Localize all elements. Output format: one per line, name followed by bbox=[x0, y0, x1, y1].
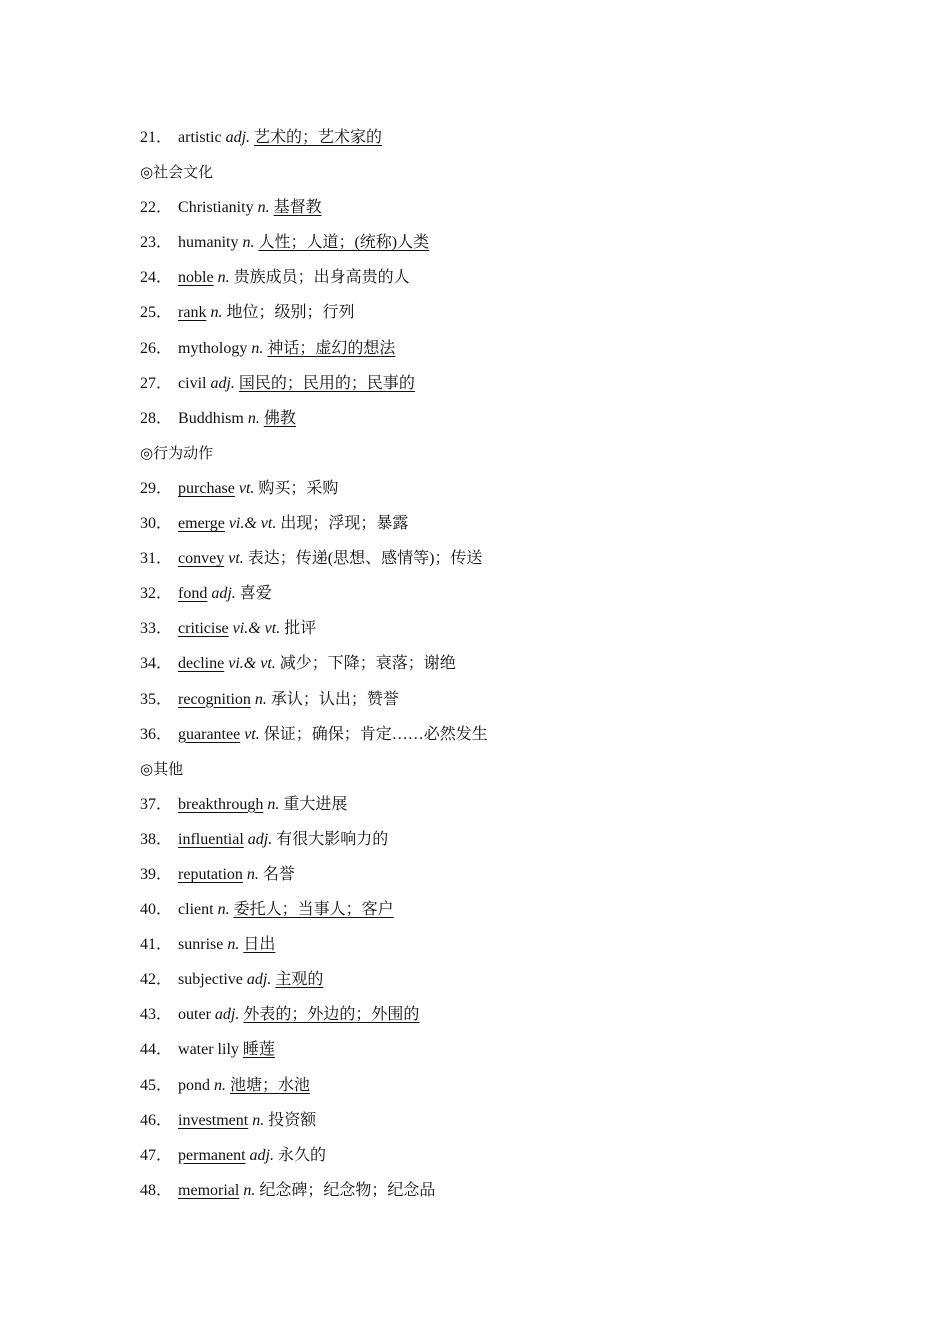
entry-definition: 委托人；当事人；客户 bbox=[233, 901, 394, 919]
entry-word: permanent bbox=[178, 1146, 246, 1164]
entry-part-of-speech: n. bbox=[227, 936, 240, 954]
entry-definition: 名誉 bbox=[262, 865, 295, 883]
vocab-entry bbox=[140, 927, 860, 962]
entry-definition: 纪念碑；纪念物；纪念品 bbox=[259, 1181, 436, 1199]
entry-number: 44． bbox=[140, 1041, 173, 1059]
section-heading: ◎行为动作 bbox=[140, 443, 214, 462]
entry-word: client bbox=[178, 901, 214, 919]
entry-word: criticise bbox=[178, 620, 229, 638]
entry-word: Buddhism bbox=[178, 409, 244, 427]
vocab-entry bbox=[140, 1138, 860, 1173]
entry-number: 36． bbox=[140, 725, 173, 743]
entry-part-of-speech: adj. bbox=[225, 129, 251, 146]
entry-part-of-speech: vi.& vt. bbox=[228, 515, 277, 533]
entry-number: 45． bbox=[140, 1076, 173, 1094]
entry-word: artistic bbox=[178, 129, 222, 146]
entry-word: breakthrough bbox=[178, 795, 264, 813]
entry-definition: 减少；下降；衰落；谢绝 bbox=[279, 655, 456, 673]
entry-word: humanity bbox=[178, 234, 239, 252]
entry-definition: 保证；确保；肯定……必然发生 bbox=[263, 725, 488, 743]
vocab-entry bbox=[140, 190, 860, 225]
vocab-entry bbox=[140, 225, 860, 260]
entry-definition: 地位；级别；行列 bbox=[226, 304, 355, 322]
entry-word: rank bbox=[178, 304, 207, 322]
entry-number: 33． bbox=[140, 620, 173, 638]
entry-number: 37． bbox=[140, 795, 173, 813]
entry-word: investment bbox=[178, 1111, 249, 1129]
entry-definition: 外表的；外边的；外围的 bbox=[243, 1006, 420, 1024]
entry-number: 27． bbox=[140, 374, 173, 392]
entry-definition: 佛教 bbox=[263, 409, 296, 427]
entry-definition: 承认；认出；赞誉 bbox=[270, 690, 399, 708]
entry-word: outer bbox=[178, 1006, 211, 1024]
entry-definition: 购买；采购 bbox=[258, 479, 339, 497]
entry-word: recognition bbox=[178, 690, 251, 708]
entry-word: noble bbox=[178, 269, 214, 287]
entry-number: 46． bbox=[140, 1111, 173, 1129]
entry-word: guarantee bbox=[178, 725, 241, 743]
entry-definition: 重大进展 bbox=[283, 795, 348, 813]
entry-definition: 神话；虚幻的想法 bbox=[267, 339, 396, 357]
entry-definition: 国民的；民用的；民事的 bbox=[238, 374, 415, 392]
entry-part-of-speech: adj. bbox=[247, 830, 273, 848]
vocab-entry bbox=[140, 471, 860, 506]
entry-word: purchase bbox=[178, 479, 235, 497]
entry-definition: 艺术的；艺术家的 bbox=[254, 129, 383, 146]
vocab-entry bbox=[140, 366, 860, 401]
vocab-entry bbox=[140, 260, 860, 295]
entry-number: 47． bbox=[140, 1146, 173, 1164]
entry-number: 28． bbox=[140, 409, 173, 427]
vocab-entry bbox=[140, 611, 860, 646]
entry-number: 41． bbox=[140, 936, 173, 954]
entry-word: pond bbox=[178, 1076, 211, 1094]
vocab-entry bbox=[140, 1032, 860, 1067]
entry-number: 34． bbox=[140, 655, 173, 673]
entry-word: emerge bbox=[178, 515, 225, 533]
entry-number: 38． bbox=[140, 830, 173, 848]
vocab-entry bbox=[140, 506, 860, 541]
entry-word: fond bbox=[178, 585, 208, 603]
vocab-entry bbox=[140, 997, 860, 1032]
entry-word: sunrise bbox=[178, 936, 224, 954]
entry-part-of-speech: vt. bbox=[238, 479, 255, 497]
entry-word: Christianity bbox=[178, 199, 254, 217]
entry-word: convey bbox=[178, 550, 225, 568]
entry-word: influential bbox=[178, 830, 244, 848]
entry-definition: 永久的 bbox=[278, 1146, 327, 1164]
entry-definition: 批评 bbox=[284, 620, 317, 638]
entry-number: 30． bbox=[140, 515, 173, 533]
entry-part-of-speech: n. bbox=[246, 865, 259, 883]
vocab-entry bbox=[140, 120, 860, 155]
entry-definition: 贵族成员；出身高贵的人 bbox=[233, 269, 410, 287]
entry-part-of-speech: adj. bbox=[246, 971, 272, 989]
entry-number: 48． bbox=[140, 1181, 173, 1199]
entry-part-of-speech: n. bbox=[267, 795, 280, 813]
entry-part-of-speech: n. bbox=[210, 304, 223, 322]
entry-word: mythology bbox=[178, 339, 248, 357]
vocab-entry bbox=[140, 892, 860, 927]
vocab-entry bbox=[140, 787, 860, 822]
entry-word: memorial bbox=[178, 1181, 240, 1199]
vocab-entry bbox=[140, 541, 860, 576]
vocab-entry bbox=[140, 646, 860, 681]
entry-number: 42． bbox=[140, 971, 173, 989]
entry-part-of-speech: n. bbox=[251, 339, 264, 357]
entry-number: 23． bbox=[140, 234, 173, 252]
entry-part-of-speech: adj. bbox=[249, 1146, 274, 1164]
entry-part-of-speech: adj. bbox=[210, 374, 235, 392]
vocab-entry bbox=[140, 717, 860, 752]
entry-number: 40． bbox=[140, 901, 173, 919]
vocab-entry bbox=[140, 576, 860, 611]
entry-definition: 人性；人道；(统称)人类 bbox=[258, 234, 430, 252]
vocab-entry bbox=[140, 822, 860, 857]
entry-word: water lily bbox=[178, 1041, 239, 1059]
entry-part-of-speech: n. bbox=[217, 901, 230, 919]
entry-part-of-speech: n. bbox=[242, 234, 255, 252]
section-heading: ◎社会文化 bbox=[140, 163, 214, 182]
entry-number: 21． bbox=[140, 129, 173, 146]
entry-part-of-speech: adj. bbox=[214, 1006, 240, 1024]
vocab-entry bbox=[140, 857, 860, 892]
entry-part-of-speech: vi.& vt. bbox=[228, 655, 276, 673]
entry-number: 43． bbox=[140, 1006, 173, 1024]
entry-part-of-speech: n. bbox=[247, 409, 260, 427]
entry-number: 29． bbox=[140, 479, 173, 497]
entry-number: 39． bbox=[140, 865, 173, 883]
entry-definition: 池塘；水池 bbox=[230, 1076, 311, 1094]
entry-definition: 有很大影响力的 bbox=[276, 830, 389, 848]
vocab-entry bbox=[140, 1103, 860, 1138]
entry-word: reputation bbox=[178, 865, 243, 883]
vocab-entry bbox=[140, 962, 860, 997]
entry-word: civil bbox=[178, 374, 207, 392]
entry-number: 22． bbox=[140, 199, 173, 217]
section-heading: ◎其他 bbox=[140, 759, 184, 778]
entry-part-of-speech: n. bbox=[257, 199, 270, 217]
entry-definition: 投资额 bbox=[268, 1111, 317, 1129]
entry-part-of-speech: n. bbox=[217, 269, 230, 287]
vocab-entry bbox=[140, 682, 860, 717]
entry-part-of-speech: vt. bbox=[244, 725, 260, 743]
vocab-entry bbox=[140, 1173, 860, 1208]
entry-part-of-speech: n. bbox=[252, 1111, 265, 1129]
entry-word: subjective bbox=[178, 971, 243, 989]
entry-number: 25． bbox=[140, 304, 173, 322]
entry-definition: 喜爱 bbox=[239, 585, 272, 603]
entry-definition: 基督教 bbox=[273, 199, 322, 217]
entry-part-of-speech: n. bbox=[214, 1076, 227, 1094]
entry-definition: 出现；浮现；暴露 bbox=[280, 515, 409, 533]
entry-part-of-speech: vt. bbox=[228, 550, 244, 568]
vocab-entry bbox=[140, 331, 860, 366]
entry-number: 35． bbox=[140, 690, 173, 708]
entry-part-of-speech: n. bbox=[243, 1181, 256, 1199]
entry-number: 24． bbox=[140, 269, 173, 287]
entry-number: 32． bbox=[140, 585, 173, 603]
vocab-entry bbox=[140, 295, 860, 330]
entry-definition: 睡莲 bbox=[242, 1041, 275, 1059]
entry-number: 26． bbox=[140, 339, 173, 357]
entry-part-of-speech: adj. bbox=[211, 585, 236, 603]
entry-part-of-speech: vi.& vt. bbox=[232, 620, 281, 638]
vocabulary-list bbox=[140, 120, 860, 1208]
entry-part-of-speech: n. bbox=[254, 690, 267, 708]
entry-definition: 日出 bbox=[243, 936, 276, 954]
entry-definition: 主观的 bbox=[275, 971, 324, 989]
vocab-entry bbox=[140, 1068, 860, 1103]
entry-definition: 表达；传递(思想、感情等)；传送 bbox=[247, 550, 483, 568]
entry-word: decline bbox=[178, 655, 225, 673]
vocab-entry bbox=[140, 401, 860, 436]
entry-number: 31． bbox=[140, 550, 173, 568]
